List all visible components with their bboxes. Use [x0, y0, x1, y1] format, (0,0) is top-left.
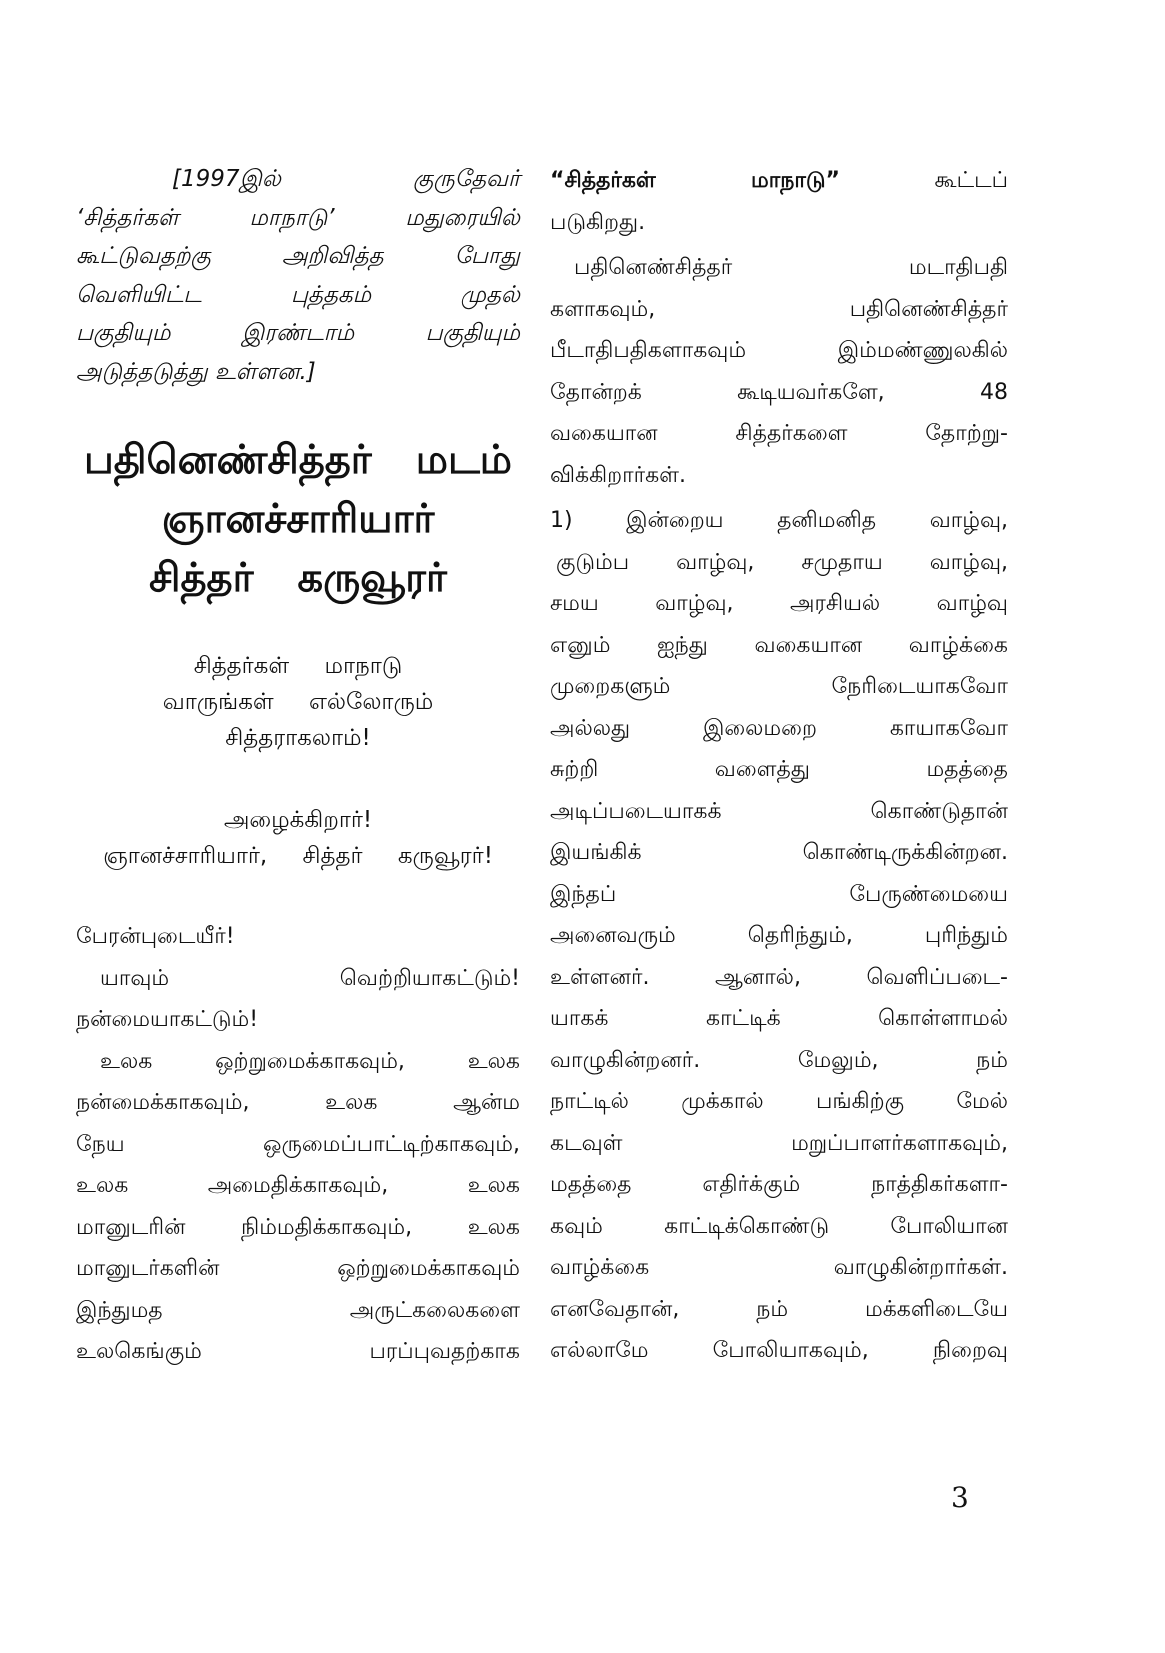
body-line: பீடாதிபதிகளாகவும் இம்மண்ணுலகில்	[550, 338, 1008, 363]
heading-line-1	[76, 431, 520, 490]
wish-line: நன்மையாகட்டும்!	[76, 1007, 259, 1032]
right-paragraph-2	[550, 247, 1008, 496]
right-column	[550, 160, 1008, 1372]
greeting-block	[76, 916, 520, 1041]
body-line: நன்மைக்காகவும், உலக ஆன்ம	[76, 1090, 520, 1115]
body-line: இயங்கிக் கொண்டிருக்கின்றன.	[550, 840, 1008, 865]
body-line: குடும்ப வாழ்வு, சமுதாய வாழ்வு,	[556, 549, 1008, 575]
body-line: உள்ளனர். ஆனால், வெளிப்படை-	[550, 964, 1008, 990]
body-line: எனும் ஐந்து வகையான வாழ்க்கை	[550, 632, 1008, 658]
body-line: நேய ஒருமைப்பாட்டிற்காகவும்,	[76, 1131, 520, 1157]
body-line: முறைகளும் நேரிடையாகவோ	[550, 674, 1008, 699]
heading-text: கருவூரர்	[297, 555, 447, 601]
stanza-line: வாருங்கள் எல்லோரும்	[162, 689, 434, 715]
body-line: வாழுகின்றனர். மேலும், நம்	[550, 1047, 1008, 1073]
body-line: இந்துமத அருட்கலைகளை	[76, 1297, 520, 1323]
body-line: உலக அமைதிக்காகவும், உலக	[76, 1173, 520, 1198]
heading-text: பதினெண்சித்தர்	[84, 437, 372, 483]
page-heading	[76, 431, 520, 608]
body-line: அனைவரும் தெரிந்தும், புரிந்தும்	[550, 923, 1008, 948]
greeting: பேரன்புடையீர்!	[76, 924, 235, 949]
body-line: இந்தப் பேருண்மையை	[550, 881, 1008, 907]
body-line: அடிப்படையாகக் கொண்டுதான்	[550, 798, 1008, 824]
body-line: உலக ஒற்றுமைக்காகவும், உலக	[100, 1048, 520, 1074]
left-body-paragraph	[76, 1041, 520, 1373]
body-line: யாகக் காட்டிக் கொள்ளாமல்	[550, 1006, 1008, 1031]
conference-title: “சித்தர்கள் மாநாடு”	[550, 168, 840, 193]
heading-line-3	[76, 549, 520, 608]
conference-line	[550, 160, 1008, 202]
body-text: கூட்டப்	[934, 168, 1008, 193]
body-line: விக்கிறார்கள்.	[550, 462, 687, 488]
wish-line: யாவும் வெற்றியாகட்டும்!	[100, 965, 520, 991]
intro-line: ‘சித்தர்கள் மாநாடு’ மதுரையில்	[76, 204, 520, 231]
left-column	[76, 160, 520, 1373]
intro-line: வெளியிட்ட புத்தகம் முதல்	[76, 281, 520, 308]
body-line: மானுடர்களின் ஒற்றுமைக்காகவும்	[76, 1256, 520, 1281]
caller-stanza	[76, 802, 520, 874]
intro-line: அடுத்தடுத்து உள்ளன.]	[76, 358, 316, 385]
body-line: தோன்றக் கூடியவர்களே, 48	[550, 379, 1008, 405]
list-item-line: 1) இன்றைய தனிமனித வாழ்வு,	[550, 508, 1008, 533]
stanza-line: அழைக்கிறார்!	[223, 807, 373, 833]
body-line: களாகவும், பதினெண்சித்தர்	[550, 296, 1008, 322]
stanza-line: ஞானச்சாரியார், சித்தர் கருவூரர்!	[103, 843, 493, 869]
intro-line: கூட்டுவதற்கு அறிவித்த போது	[76, 243, 520, 269]
heading-text: சித்தர்	[149, 555, 254, 601]
body-line: பதினெண்சித்தர் மடாதிபதி	[574, 255, 1008, 280]
body-line: கவும் காட்டிக்கொண்டு போலியான	[550, 1213, 1008, 1239]
body-line: கடவுள் மறுப்பாளர்களாகவும்,	[550, 1130, 1008, 1156]
body-line: சமய வாழ்வு, அரசியல் வாழ்வு	[550, 591, 1008, 616]
stanza-line: சித்தர்கள் மாநாடு	[193, 653, 403, 679]
intro-line: பகுதியும் இரண்டாம் பகுதியும்	[76, 320, 520, 346]
body-line: அல்லது இலைமறை காயாகவோ	[550, 715, 1008, 741]
body-line: வகையான சித்தர்களை தோற்று-	[550, 421, 1008, 446]
body-line: உலகெங்கும் பரப்புவதற்காக	[76, 1339, 520, 1364]
body-line: எல்லாமே போலியாகவும், நிறைவு	[550, 1338, 1008, 1363]
body-line: வாழ்க்கை வாழுகின்றார்கள்.	[550, 1255, 1008, 1280]
body-line: மானுடரின் நிம்மதிக்காகவும், உலக	[76, 1214, 520, 1240]
intro-note	[76, 160, 520, 391]
heading-text: மடம்	[415, 437, 512, 483]
body-line: சுற்றி வளைத்து மதத்தை	[550, 757, 1008, 782]
stanza-line: சித்தராகலாம்!	[225, 725, 371, 751]
invitation-stanza	[76, 648, 520, 756]
body-line: நாட்டில் முக்கால் பங்கிற்கு மேல்	[550, 1089, 1008, 1114]
page-number: 3	[951, 1481, 969, 1514]
intro-line: [1997இல் குருதேவர்	[172, 166, 520, 192]
body-line: எனவேதான், நம் மக்களிடையே	[550, 1296, 1008, 1322]
heading-line-2: ஞானச்சாரியார்	[161, 496, 435, 542]
body-line: மதத்தை எதிர்க்கும் நாத்திகர்களா-	[550, 1172, 1008, 1197]
body-line: படுகிறது.	[550, 209, 646, 235]
right-paragraph-3	[550, 500, 1008, 1372]
